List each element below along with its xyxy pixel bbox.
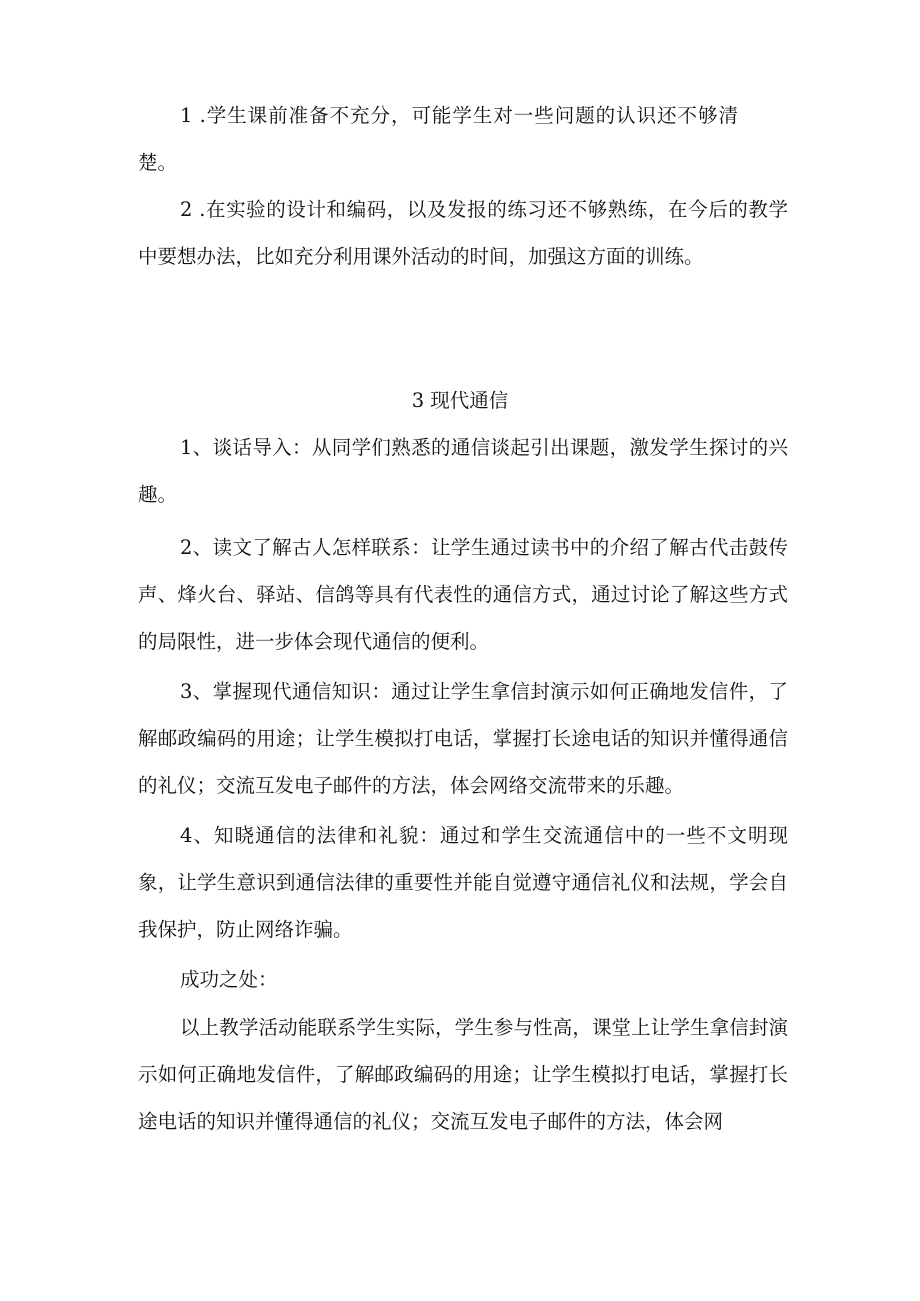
paragraph-success-detail: 以上教学活动能联系学生实际，学生参与性高，课堂上让学生拿信封演示如何正确地发信件，了解邮政编码的用途；让学生模拟打电话，掌握打长途电话的知识并懂得通信的礼仪；交流互发电子邮件的方法，体会网 — [138, 1016, 788, 1133]
paragraph-ancient-communication: 2、读文了解古人怎样联系：让学生通过读书中的介绍了解古代击鼓传声、烽火台、驿站、信鸽等具有代表性的通信方式，通过讨论了解这些方式的局限性，进一步体会现代通信的便利。 — [138, 536, 788, 653]
paragraph-success-heading: 成功之处： — [180, 968, 278, 991]
paragraph-point-2: 2 .在实验的设计和编码，以及发报的练习还不够熟练，在今后的教学中要想办法，比如充分利用课外活动的时间，加强这方面的训练。 — [138, 198, 788, 268]
paragraph-point-1: 1 .学生课前准备不充分，可能学生对一些问题的认识还不够清楚。 — [138, 104, 738, 174]
paragraph-law-etiquette: 4、知晓通信的法律和礼貌：通过和学生交流通信中的一些不文明现象，让学生意识到通信法律的重要性并能自觉遵守通信礼仪和法规，学会自我保护，防止网络诈骗。 — [138, 824, 788, 941]
section-title: 3 现代通信 — [411, 389, 509, 412]
paragraph-intro: 1、谈话导入：从同学们熟悉的通信谈起引出课题，激发学生探讨的兴趣。 — [138, 436, 788, 506]
paragraph-modern-knowledge: 3、掌握现代通信知识：通过让学生拿信封演示如何正确地发信件，了解邮政编码的用途；让学生模拟打电话，掌握打长途电话的知识并懂得通信的礼仪；交流互发电子邮件的方法，体会网络交流带来的乐趣。 — [138, 680, 788, 797]
